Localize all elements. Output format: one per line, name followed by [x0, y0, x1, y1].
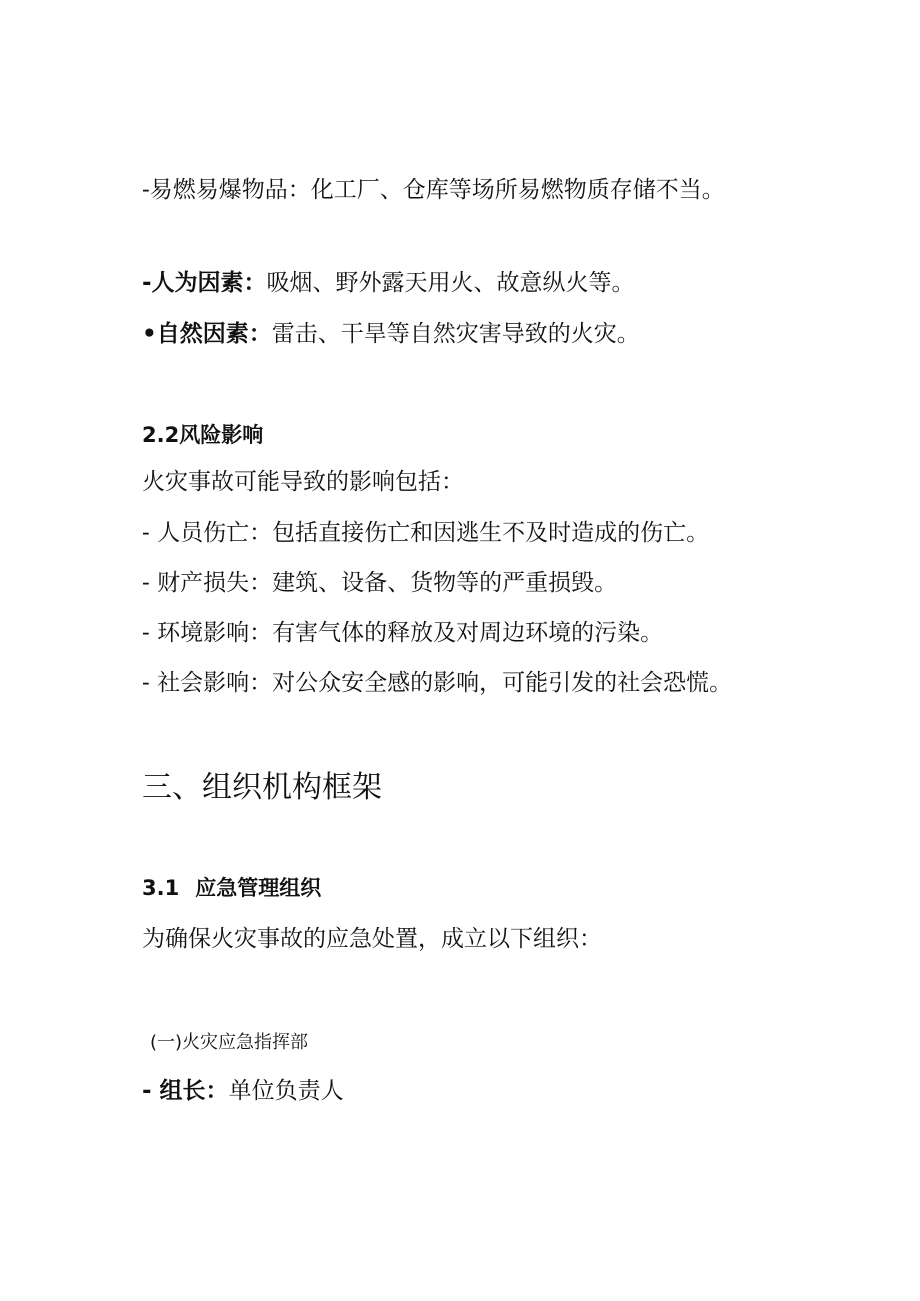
subheading-command-center: (一)火灾应急指挥部	[150, 1032, 309, 1053]
text-line-leader	[142, 1076, 344, 1106]
list-item-social: - 社会影响：对公众安全感的影响，可能引发的社会恐慌。	[142, 670, 733, 696]
line-text: 单位负责人	[228, 1078, 344, 1104]
section-heading-3-1	[142, 873, 321, 903]
list-item-environment: - 环境影响：有害气体的释放及对周边环境的污染。	[142, 620, 664, 646]
line-text: 雷击、干旱等自然灾害导致的火灾。	[271, 321, 640, 347]
list-item-casualties: - 人员伤亡：包括直接伤亡和因逃生不及时造成的伤亡。	[142, 520, 710, 546]
paragraph-intro-2-2: 火灾事故可能导致的影响包括：	[142, 469, 464, 495]
line-text: -易燃易爆物品：化工厂、仓库等场所易燃物质存储不当。	[142, 177, 725, 203]
section-number: 3.1	[142, 876, 180, 900]
section-title: 应急管理组织	[195, 876, 322, 900]
line-label: •自然因素：	[142, 321, 272, 347]
text-line-natural-factors	[142, 319, 640, 349]
line-label: -人为因素：	[142, 270, 267, 296]
text-line-flammable	[142, 175, 725, 205]
list-item-property-loss: - 财产损失：建筑、设备、货物等的严重损毁。	[142, 570, 618, 596]
chapter-heading-3: 三、组织机构框架	[142, 770, 382, 805]
line-label: - 组长：	[142, 1078, 229, 1104]
section-heading-2-2: 2.2风险影响	[142, 423, 264, 447]
paragraph-intro-3-1: 为确保火灾事故的应急处置，成立以下组织：	[142, 926, 602, 952]
line-text: 吸烟、野外露天用火、故意纵火等。	[266, 270, 635, 296]
text-line-human-factors	[142, 268, 635, 298]
